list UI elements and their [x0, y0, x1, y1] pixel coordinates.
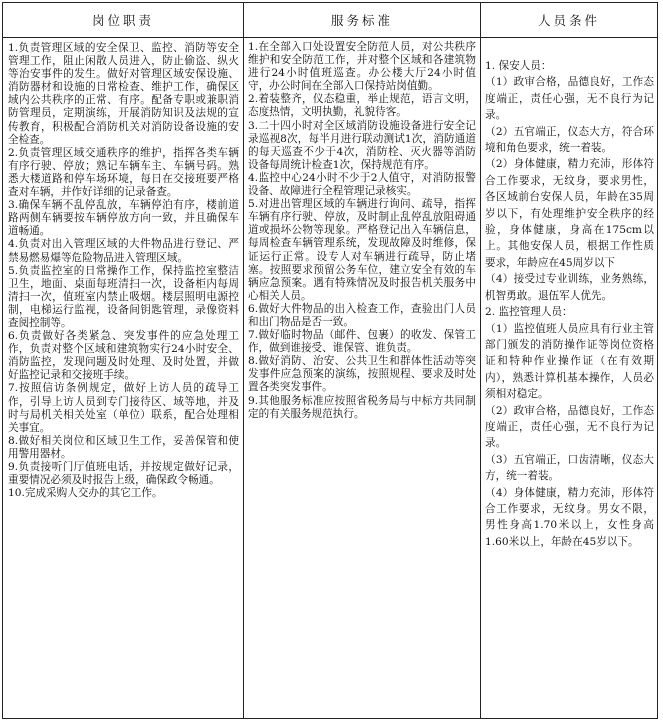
job-duty-item: 2.负责管理区域交通秩序的维护，指挥各类车辆有序行驶、停放；熟记车辆车主、车辆号码。熟悉大楼道路和停车场环境，每日在交接班要严格查对车辆，并作好详细的记录备查。 — [8, 146, 239, 199]
job-duty-item: 9.负责接听门厅值班电话，并按规定做好记录，重要情况必须及时报告上级，确保政令畅通。 — [8, 461, 239, 487]
requirement-item: （2）政审合格，品德良好，工作态度端正，责任心强，无不良行为记录。 — [485, 404, 654, 450]
requirement-item: （2）身体健康，精力充沛，形体符合工作要求，无纹身，要求男性，各区域前台安保人员，年龄在35周岁以下，有处理维护安全秩序的经验，身体健康，身高在175cm以上。其他安保人员，根据工作性质要求，年龄应在45周岁以下 — [485, 158, 654, 269]
service-standard-item: 9.其他服务标准应按照省税务局与中标方共同制定的有关服务规范执行。 — [248, 394, 476, 420]
service-standard-item: 5.对进出管理区域的车辆进行询问、疏导，指挥车辆有序行驶、停放，及时制止乱停乱放阻碍通道或损坏公物等现象。严格登记出入车辆信息，每周检查车辆管理系统，发现故障及时维修，保证运行正常。设专人对车辆进行疏导，防止堵塞。按照要求预留公务车位，建立安全有效的车辆应急预案。遇有特殊情况及时报告机关服务中心相关人员。 — [248, 198, 476, 302]
requirement-item: （1）政审合格，品德良好，工作态度端正，责任心强，无不良行为记录。 — [485, 76, 654, 122]
service-standard-item: 8.做好消防、治安、公共卫生和群体性活动等突发事件应急预案的演练，按照规程、要求及时处置各类突发事件。 — [248, 355, 476, 394]
requirement-item: （3）五官端正，口齿清晰，仪态大方，统一着装。 — [485, 453, 654, 483]
requirement-item: （4）身体健康，精力充沛，形体符合工作要求，无纹身。男女不限，男性身高1.70米以上，女性身高1.60米以上，年龄在45岁以下。 — [485, 486, 654, 548]
requirement-item: （4）接受过专业训练，业务熟练，机智勇敢。退伍军人优先。 — [485, 273, 654, 302]
requirement-heading: 1. 保安人员： — [485, 60, 552, 72]
job-duty-item: 5.负责监控室的日常操作工作，保持监控室整洁卫生，地面、桌面每班清扫一次，设备柜内每周清扫一次，值班室内禁止吸烟。楼层照明电源控制，电梯运行监视，设备间钥匙管理，录像资料查阅控制等。 — [8, 264, 239, 329]
service-standard-item: 6.做好大件物品的出入检查工作，查验出门人员和出门物品是否一致。 — [248, 302, 476, 328]
service-standard-column — [248, 38, 476, 718]
job-duty-item: 4.负责对出入管理区域的大件物品进行登记、严禁易燃易爆等危险物品进入管理区域。 — [8, 238, 239, 264]
header-personnel-requirements: 人员条件 — [537, 13, 600, 28]
job-duty-item: 1.负责管理区域的安全保卫、监控、消防等安全管理工作，阻止闲散人员进入，防止偷盗、纵火等治安事件的发生。做好对管理区域安保设施、消防器材和设施的日常检查、维护工作，确保区域内公共秩序的正常、有序。配备专职或兼职消防管理员，定期演练，开展消防知识及法规的宣传教育，积极配合消防机关对消防设备设施的安全检查。 — [8, 42, 239, 146]
service-table — [2, 2, 658, 719]
service-standard-item: 2.着装整齐，仪态稳重，举止规范，语言文明，态度热情，文明执勤，礼貌待客。 — [248, 93, 476, 119]
header-job-duties: 岗位职责 — [91, 13, 154, 28]
personnel-requirements-column — [485, 38, 654, 718]
requirement-item: （2）五官端正，仪态大方，符合环境和角色要求，统一着装。 — [485, 125, 654, 155]
column-divider — [243, 3, 244, 718]
column-divider — [480, 3, 481, 718]
job-duty-item: 6.负责做好各类紧急、突发事件的应急处理工作，负责对整个区域和建筑物实行24小时安全、消防监控，发现问题及时处理、及时处置，并做好监控记录和交接班手续。 — [8, 330, 239, 382]
table-header-row — [3, 3, 657, 38]
job-duty-item: 8.做好相关岗位和区域卫生工作，妥善保管和使用警用器材。 — [8, 434, 239, 460]
job-duty-item: 3.确保车辆不乱停乱放，车辆停泊有序，楼前道路两侧车辆要按车辆停放方向一致，并且确保车道畅通。 — [8, 199, 239, 238]
requirement-heading: 2. 监控管理人员： — [485, 306, 573, 319]
service-standard-item: 7.做好临时物品（邮件、包裹）的收发、保管工作，做到谁接受、谁保管、谁负责。 — [248, 329, 476, 355]
service-standard-item: 1.在全部入口处设置安全防范人员，对公共秩序维护和安全防范工作，并对整个区域和各建筑物进行24小时值班巡查。办公楼大厅24小时值守，办公时间在全部入口保持站岗值勤。 — [248, 41, 476, 93]
job-duties-column — [8, 38, 239, 718]
header-service-standard: 服务标准 — [330, 13, 393, 28]
service-standard-item: 4.监控中心24小时不少于2人值守，对消防报警设备、故障进行全程管理记录核实。 — [248, 171, 476, 198]
job-duty-item: 7.按照信访条例规定，做好上访人员的疏导工作，引导上访人员到专门接待区、域等地，并及时与局机关相关处室（单位）联系，配合处理相关事宜。 — [8, 382, 239, 434]
service-standard-item: 3.二十四小时对全区域消防设施设备进行安全记录巡视8次，每半月进行联动测试1次，消防通道的每天巡查不少于4次，消防栓、灭火器等消防设备每周统计检查1次，保持规范有序。 — [248, 119, 476, 171]
job-duty-item: 10.完成采购人交办的其它工作。 — [8, 487, 163, 500]
requirement-item: （1）监控值班人员应具有行业主管部门颁发的消防操作证等岗位资格证和特种作业操作证（在有效期内），熟悉计算机基本操作，人员必须相对稳定。 — [485, 322, 654, 401]
text-cursor-mark — [657, 40, 658, 54]
